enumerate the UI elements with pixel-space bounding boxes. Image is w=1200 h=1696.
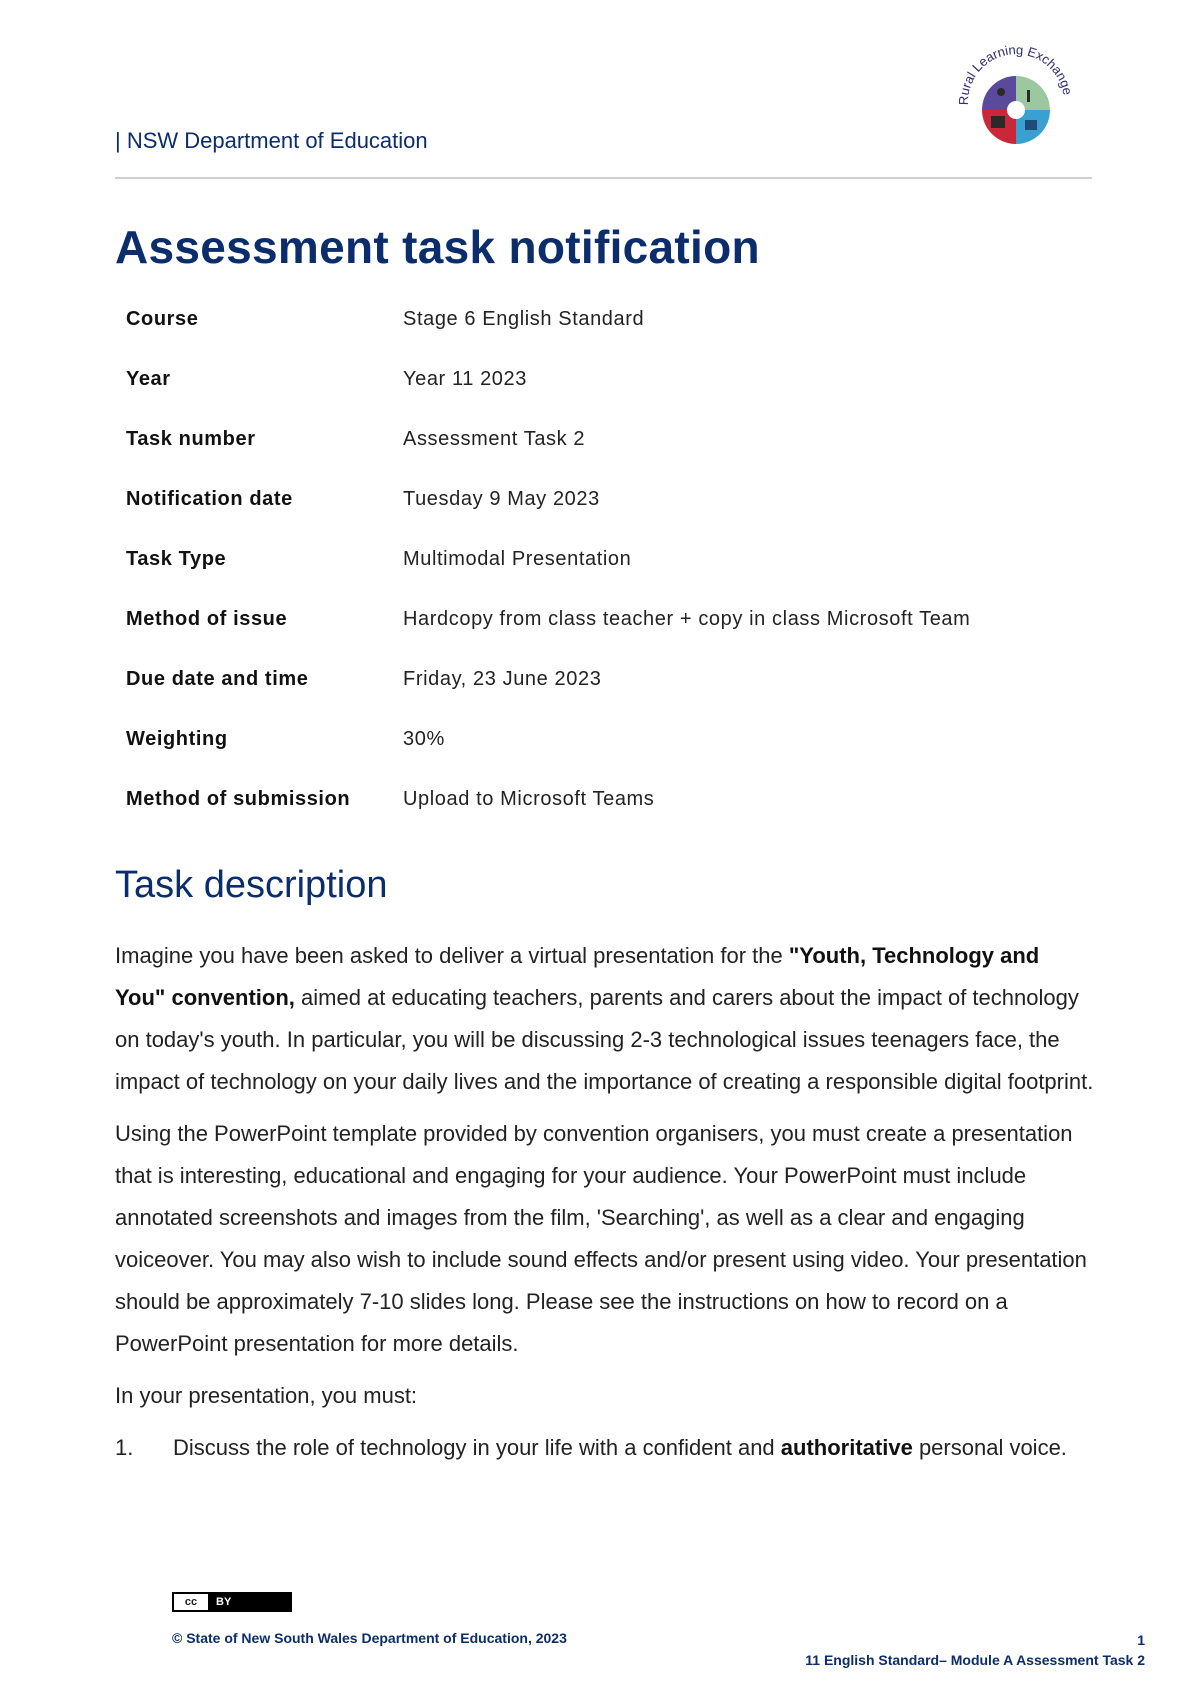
paragraph (115, 935, 1095, 1103)
details-row (115, 788, 1075, 848)
details-value: Multimodal Presentation (403, 548, 632, 570)
logo-arc-text: Rural Learning Exchange (955, 42, 1076, 106)
list-item (115, 1427, 1095, 1469)
details-row (115, 488, 1075, 548)
details-label: Due date and time (126, 668, 309, 690)
cc-mark: cc (174, 1594, 210, 1610)
details-row (115, 668, 1075, 728)
details-row (115, 428, 1075, 488)
footer-copyright: © State of New South Wales Department of Education, 2023 (172, 1630, 567, 1646)
details-row (115, 728, 1075, 788)
details-value: Assessment Task 2 (403, 428, 586, 450)
requirements-list (115, 1427, 1095, 1469)
paragraph-text: aimed at educating teachers, parents and carers about the impact of technology on today's youth. In particular, you will be discussing 2-3 technological issues teenagers face, the impact of technology on your daily lives and the importance of creating a responsible digital footprint. (115, 985, 1094, 1094)
page-number: 1 (1137, 1632, 1145, 1648)
header-organisation: | NSW Department of Education (115, 128, 428, 153)
footer-info (805, 1630, 1145, 1670)
header-divider (115, 177, 1092, 179)
details-label: Course (126, 308, 199, 330)
list-text: personal voice. (912, 1435, 1067, 1460)
details-value: Hardcopy from class teacher + copy in class Microsoft Team (403, 608, 971, 630)
convention-name: "Youth, Technology and You" convention, (115, 943, 1040, 1010)
details-value: Stage 6 English Standard (403, 308, 645, 330)
details-label: Method of submission (126, 788, 351, 810)
details-row (115, 608, 1075, 668)
document-title: Assessment task notification (115, 221, 760, 273)
task-description-heading: Task description (115, 864, 388, 906)
details-label: Task Type (126, 548, 227, 570)
by-mark: BY (210, 1594, 290, 1610)
details-label: Year (126, 368, 171, 390)
details-row (115, 548, 1075, 608)
paragraph: In your presentation, you must: (115, 1383, 418, 1408)
paragraph: Using the PowerPoint template provided by convention organisers, you must create a presentation that is interesting, educational and engaging for your audience. Your PowerPoint must include annotated screenshots and images from the film, 'Searching', as well as a clear and engaging voiceover. You may also wish to include sound effects and/or present using video. Your presentation should be approximately 7-10 slides long. Please see the instructions on how to record on a PowerPoint presentation for more details. (115, 1121, 1087, 1356)
details-value: Upload to Microsoft Teams (403, 788, 655, 810)
details-value: 30% (403, 728, 445, 750)
task-details-table (115, 308, 1075, 848)
paragraph-text: Imagine you have been asked to deliver a virtual presentation for the (115, 943, 789, 968)
details-label: Task number (126, 428, 256, 450)
creative-commons-badge (172, 1592, 292, 1612)
details-label: Weighting (126, 728, 228, 750)
rural-learning-exchange-logo (955, 40, 1077, 150)
details-value: Tuesday 9 May 2023 (403, 488, 600, 510)
details-label: Method of issue (126, 608, 288, 630)
list-text: Discuss the role of technology in your life with a confident and (173, 1435, 781, 1460)
details-value: Year 11 2023 (403, 368, 527, 390)
details-value: Friday, 23 June 2023 (403, 668, 602, 690)
list-emphasis: authoritative (780, 1435, 913, 1460)
details-row (115, 368, 1075, 428)
details-row (115, 308, 1075, 368)
task-description-body (115, 935, 1095, 1469)
list-number: 1. (115, 1435, 134, 1460)
document-name: 11 English Standard– Module A Assessment Task 2 (805, 1652, 1145, 1668)
details-label: Notification date (126, 488, 293, 510)
